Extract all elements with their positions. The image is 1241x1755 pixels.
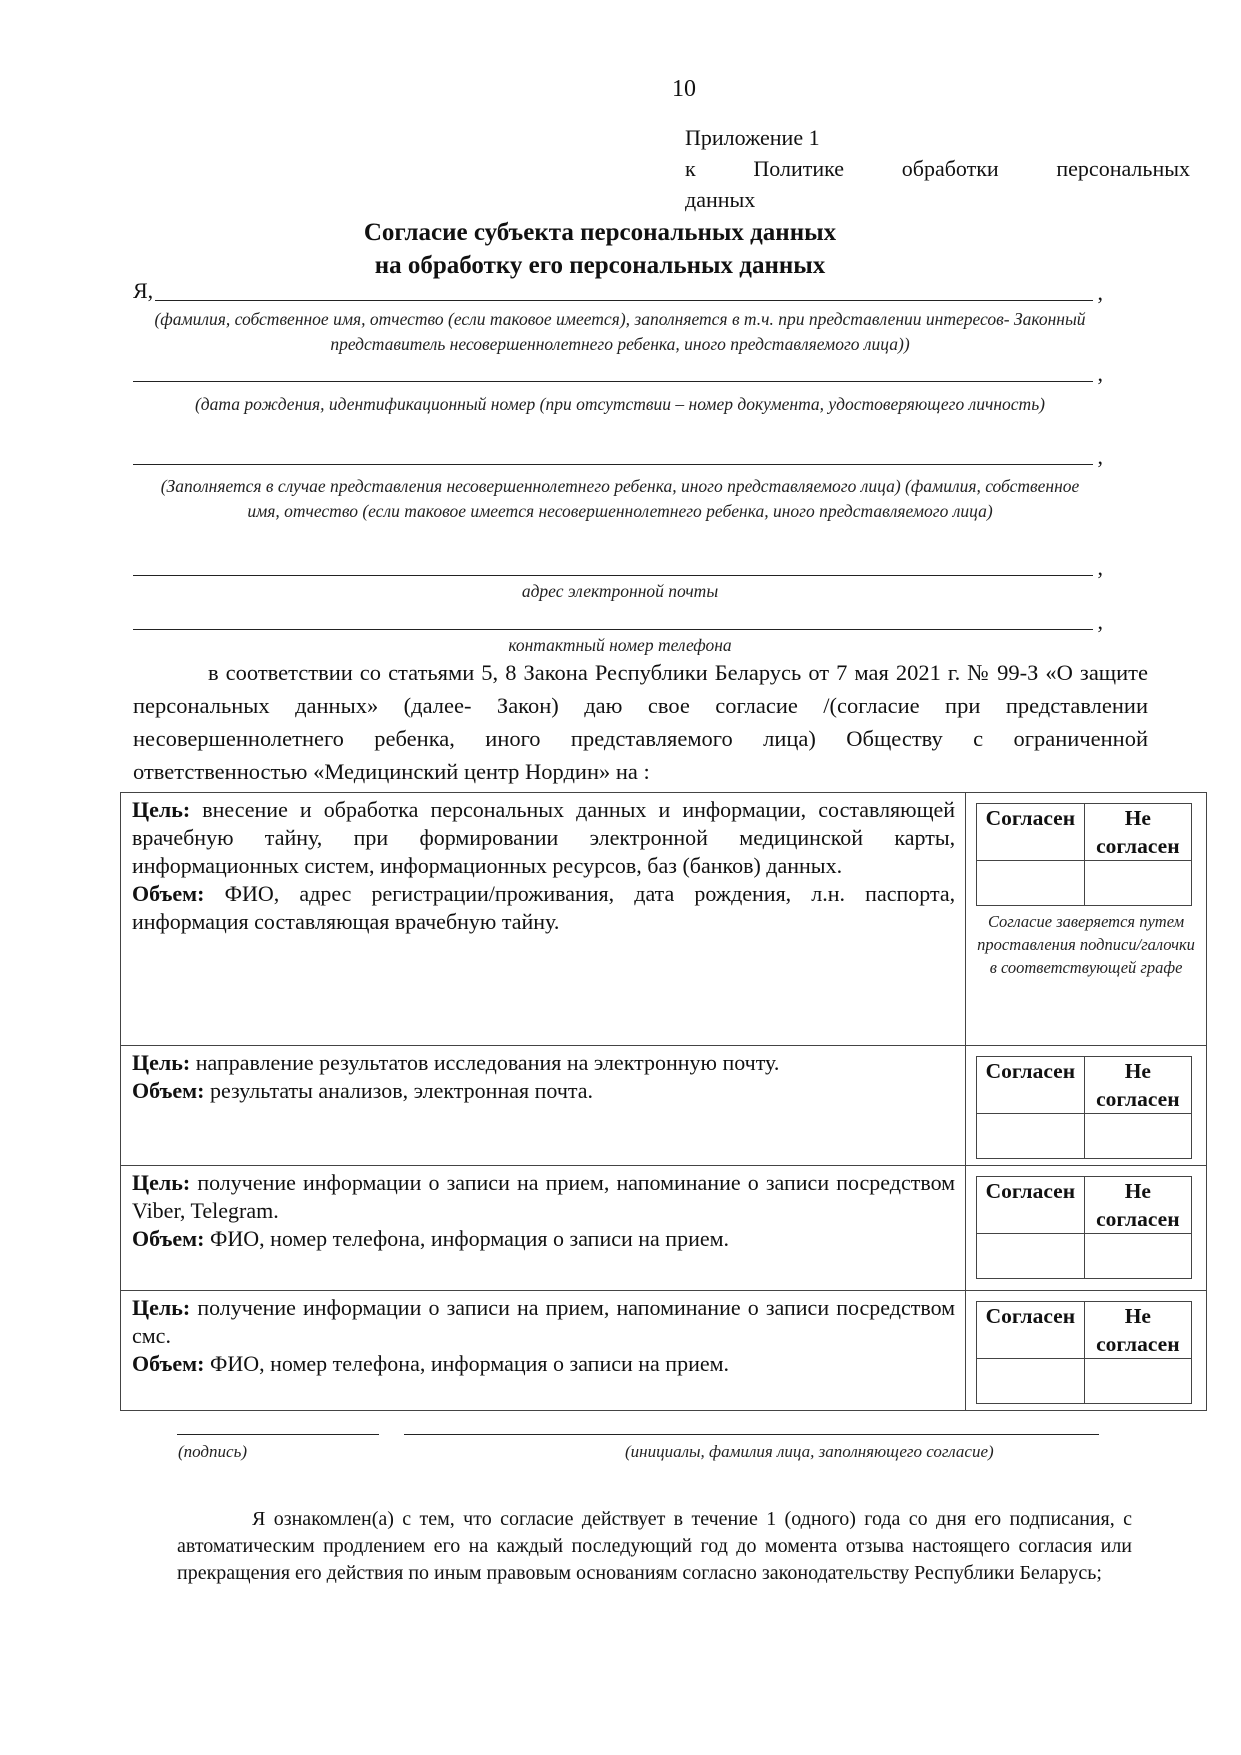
full-name-field[interactable] — [133, 278, 1103, 305]
agree-checkbox[interactable] — [977, 861, 1085, 906]
phone-hint: контактный номер телефона — [508, 635, 732, 655]
consent-choice-cell — [966, 793, 1207, 1046]
disagree-header: Не согласен — [1084, 1057, 1192, 1114]
represented-person-hint: (Заполняется в случае представления несовершеннолетнего ребенка, иного представляемого лица) (фамилия, собственное имя, отчество (если таковое имеется несовершеннолетнего ребенка, иного представляемого лица) — [160, 476, 1080, 521]
agree-disagree-grid — [976, 1301, 1192, 1404]
consent-row — [121, 1166, 1207, 1291]
disagree-checkbox[interactable] — [1084, 861, 1192, 906]
comma: , — [1097, 361, 1103, 386]
annex-line-1: Приложение 1 — [685, 125, 820, 150]
goal-label: Цель: — [132, 1295, 191, 1320]
scope-text: ФИО, номер телефона, информация о записи на прием. — [209, 1351, 730, 1376]
consent-row — [121, 793, 1207, 1046]
goal-text: направление результатов исследования на электронную почту. — [195, 1050, 780, 1075]
page-number: 10 — [672, 76, 696, 102]
title-line-2: на обработку его персональных данных — [374, 252, 826, 279]
agree-disagree-grid — [976, 1176, 1192, 1279]
represented-person-field[interactable] — [133, 442, 1103, 469]
comma: , — [1097, 444, 1103, 469]
scope-label: Объем: — [132, 1078, 205, 1103]
scope-text: ФИО, адрес регистрации/проживания, дата рождения, л.н. паспорта, информация составляющая врачебную тайну. — [132, 881, 956, 934]
birth-date-id-line[interactable] — [133, 359, 1103, 386]
consent-purpose-cell — [121, 1046, 966, 1166]
scope-label: Объем: — [132, 1351, 205, 1376]
disagree-header: Не согласен — [1084, 1177, 1192, 1234]
scope-label: Объем: — [132, 881, 205, 906]
agree-header: Согласен — [977, 804, 1085, 861]
comma: , — [1097, 609, 1103, 634]
disagree-header: Не согласен — [1084, 1302, 1192, 1359]
comma: , — [1097, 555, 1103, 580]
goal-label: Цель: — [132, 797, 191, 822]
annex-line-3: данных — [685, 187, 756, 212]
consent-row — [121, 1046, 1207, 1166]
goal-label: Цель: — [132, 1170, 191, 1195]
consent-purpose-cell — [121, 1291, 966, 1411]
name-line[interactable] — [404, 1432, 1099, 1435]
goal-text: получение информации о записи на прием, напоминание о записи посредством смс. — [132, 1295, 956, 1348]
consent-choice-cell — [966, 1291, 1207, 1411]
consent-choice-cell — [966, 1166, 1207, 1291]
closing-paragraph: Я ознакомлен(а) с тем, что согласие действует в течение 1 (одного) года со дня его подписания, с автоматическим продлением его на каждый последующий год до момента отзыва настоящего согласия или прекращения его действия по иным правовым основаниям согласно законодательству Республики Беларусь; — [177, 1508, 1132, 1584]
goal-label: Цель: — [132, 1050, 191, 1075]
email-hint: адрес электронной почты — [521, 581, 719, 601]
phone-field[interactable] — [133, 607, 1103, 634]
disagree-checkbox[interactable] — [1084, 1234, 1192, 1279]
document-title — [200, 216, 1000, 282]
birth-date-id-hint: (дата рождения, идентификационный номер (при отсутствии – номер документа, удостоверяющего личность) — [194, 394, 1045, 414]
consent-row — [121, 1291, 1207, 1411]
full-name-line[interactable] — [155, 278, 1103, 305]
title-line-1: Согласие субъекта персональных данных — [363, 219, 837, 246]
signature-hint: (подпись) — [178, 1442, 247, 1461]
email-line[interactable] — [133, 553, 1103, 580]
disagree-checkbox[interactable] — [1084, 1359, 1192, 1404]
disagree-checkbox[interactable] — [1084, 1114, 1192, 1159]
signature-line[interactable] — [177, 1432, 379, 1435]
scope-label: Объем: — [132, 1226, 205, 1251]
consent-note: Согласие заверяется путем проставления подписи/галочки в соответствующей графе — [977, 912, 1195, 977]
annex-line-2: к Политике обработки персональных — [685, 156, 1190, 181]
phone-line[interactable] — [133, 607, 1103, 634]
agree-header: Согласен — [977, 1302, 1085, 1359]
consent-purpose-cell — [121, 793, 966, 1046]
birth-date-id-field[interactable] — [133, 359, 1103, 386]
consent-purpose-cell — [121, 1166, 966, 1291]
agree-header: Согласен — [977, 1057, 1085, 1114]
consent-table — [120, 792, 1207, 1411]
scope-text: результаты анализов, электронная почта. — [209, 1078, 594, 1103]
agree-header: Согласен — [977, 1177, 1085, 1234]
agree-checkbox[interactable] — [977, 1114, 1085, 1159]
consent-choice-cell — [966, 1046, 1207, 1166]
full-name-hint: (фамилия, собственное имя, отчество (если таковое имеется), заполняется в т.ч. при представлении интересов- Законный представитель несовершеннолетнего ребенка, иного представляемого лица)) — [154, 309, 1086, 354]
disagree-header: Не согласен — [1084, 804, 1192, 861]
agree-disagree-grid — [976, 803, 1192, 906]
represented-person-line[interactable] — [133, 442, 1103, 469]
scope-text: ФИО, номер телефона, информация о записи на прием. — [209, 1226, 730, 1251]
goal-text: внесение и обработка персональных данных и информации, составляющей врачебную тайну, при формировании электронной медицинской карты, информационных систем, информационных ресурсов, баз (банков) данных. — [132, 797, 956, 878]
field-prefix: Я, — [133, 278, 154, 303]
annex-header — [685, 122, 1190, 215]
name-hint: (инициалы, фамилия лица, заполняющего согласие) — [625, 1442, 994, 1461]
agree-checkbox[interactable] — [977, 1359, 1085, 1404]
intro-paragraph: в соответствии со статьями 5, 8 Закона Республики Беларусь от 7 мая 2021 г. № 99-З «О защите персональных данных» (далее- Закон) даю свое согласие /(согласие при представлении несовершеннолетнего ребенка, иного представляемого лица) Обществу с ограниченной ответственностью «Медицинский центр Нордин» на : — [133, 660, 1148, 784]
agree-disagree-grid — [976, 1056, 1192, 1159]
agree-checkbox[interactable] — [977, 1234, 1085, 1279]
email-field[interactable] — [133, 553, 1103, 580]
comma: , — [1097, 280, 1103, 305]
goal-text: получение информации о записи на прием, напоминание о записи посредством Viber, Telegram. — [132, 1170, 956, 1223]
